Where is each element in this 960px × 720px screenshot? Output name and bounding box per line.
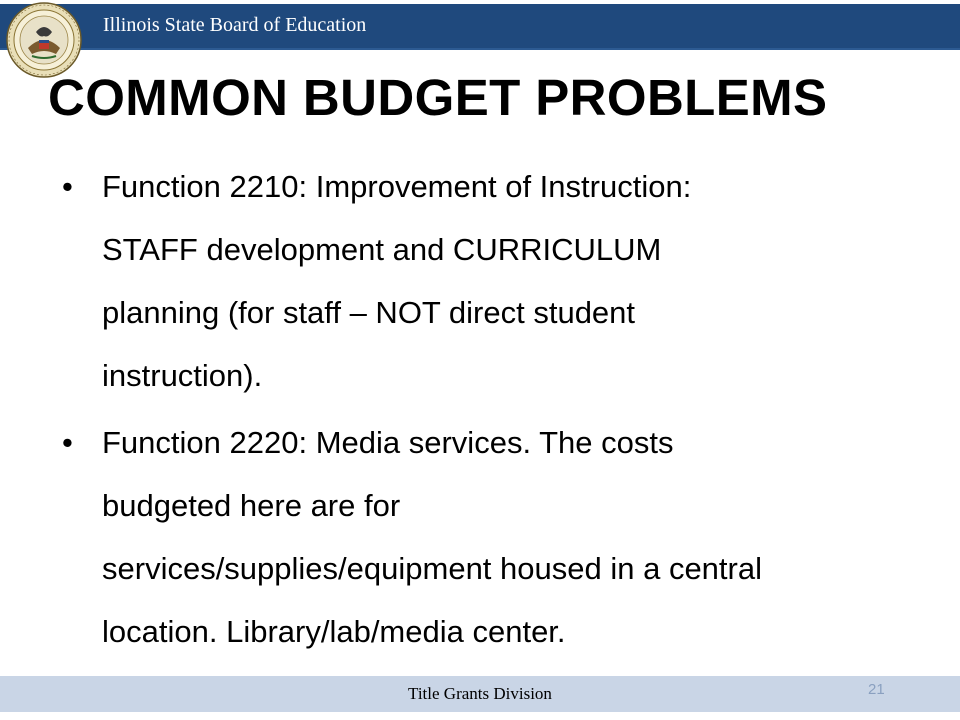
page-number: 21: [868, 681, 885, 698]
bullet-item: [62, 411, 922, 663]
state-seal-icon: [6, 2, 82, 78]
header-band: [0, 4, 960, 50]
organization-name: Illinois State Board of Education: [103, 14, 367, 36]
bullet-line: services/supplies/equipment housed in a central: [102, 551, 762, 586]
bullet-line: instruction).: [102, 358, 263, 393]
bullet-line: location. Library/lab/media center.: [102, 614, 566, 649]
footer-band: [0, 676, 960, 712]
bullet-list: [62, 155, 922, 667]
bullet-line: budgeted here are for: [102, 488, 401, 523]
bullet-line: STAFF development and CURRICULUM: [102, 232, 662, 267]
bullet-dot-icon: •: [62, 425, 73, 460]
bullet-dot-icon: •: [62, 169, 73, 204]
bullet-item: [62, 155, 922, 407]
bullet-line: Function 2220: Media services. The costs: [102, 425, 674, 460]
bullet-line: planning (for staff – NOT direct student: [102, 295, 636, 330]
slide-title: COMMON BUDGET PROBLEMS: [48, 69, 828, 126]
bullet-line: Function 2210: Improvement of Instruction:: [102, 169, 692, 204]
footer-division: Title Grants Division: [408, 684, 552, 703]
